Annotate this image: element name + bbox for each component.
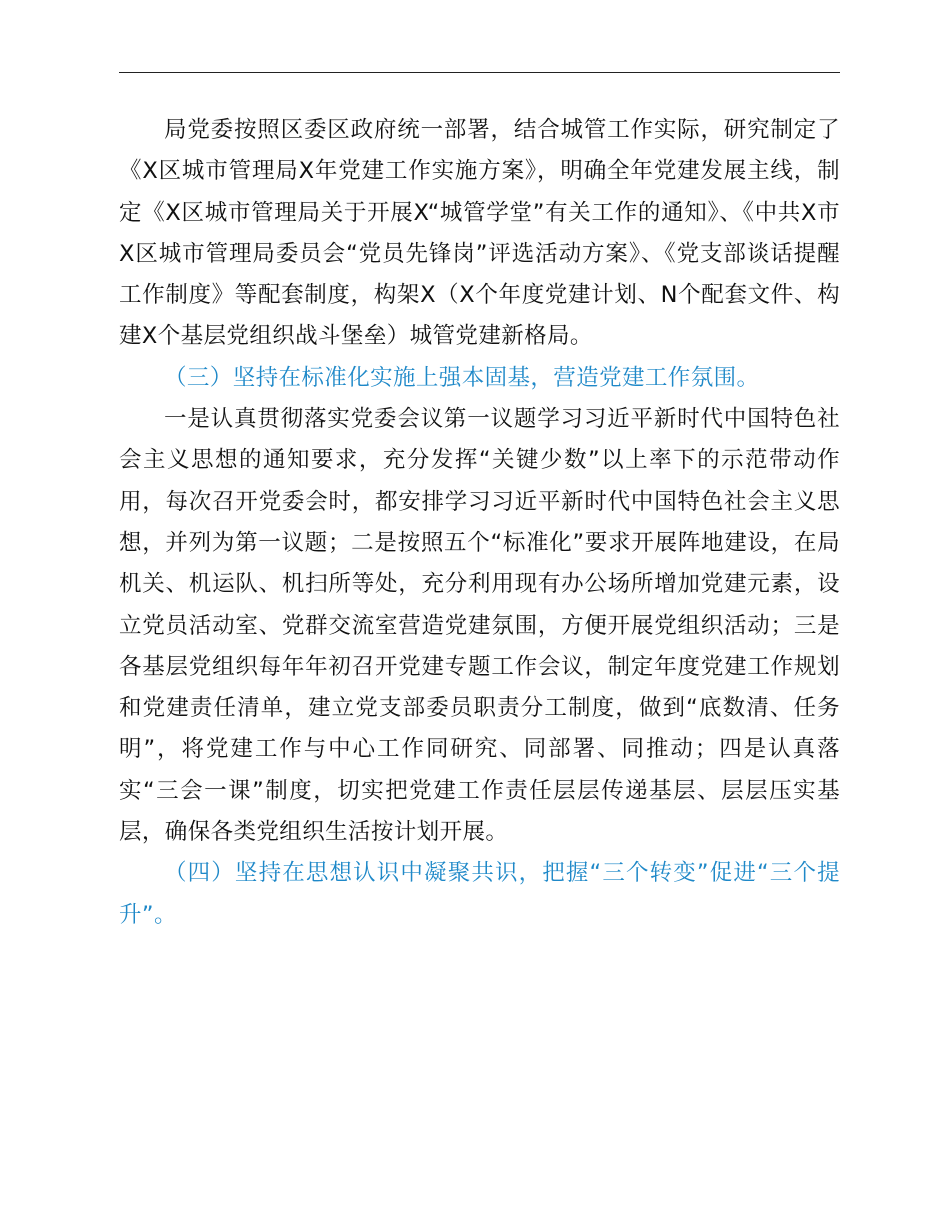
paragraph-policy-documents: 局党委按照区委区政府统一部署，结合城管工作实际，研究制定了《X区城市管理局X年党建工作实施方案》，明确全年党建发展主线，制定《X区城市管理局关于开展X“城管学堂”有关工作的通知》、《中共X市X区城市管理局委员会“党员先锋岗”评选活动方案》、《党支部谈话提醒工作制度》等配套制度，构架X（X个年度党建计划、N个配套文件、构建X个基层党组织战斗堡垒）城管党建新格局。 xyxy=(119,117,840,350)
paragraph-standardization: 一是认真贯彻落实党委会议第一议题学习习近平新时代中国特色社会主义思想的通知要求，充分发挥“关键少数”以上率下的示范带动作用，每次召开党委会时，都安排学习习近平新时代中国特色社会主义思想，并列为第一议题；二是按照五个“标准化”要求开展阵地建设，在局机关、机运队、机扫所等处，充分利用现有办公场所增加党建元素，设立党员活动室、党群交流室营造党建氛围，方便开展党组织活动；三是各基层党组织每年年初召开党建专题工作会议，制定年度党建工作规划和党建责任清单，建立党支部委员职责分工制度，做到“底数清、任务明”，将党建工作与中心工作同研究、同部署、同推动；四是认真落实“三会一课”制度，切实把党建工作责任层层传递基层、层层压实基层，确保各类党组织生活按计划开展。 xyxy=(119,406,840,846)
section-heading-three: （三）坚持在标准化实施上强本固基，营造党建工作氛围。 xyxy=(164,364,760,391)
section-heading-four: （四）坚持在思想认识中凝聚共识，把握“三个转变”促进“三个提升”。 xyxy=(119,860,840,928)
document-body xyxy=(119,110,840,936)
header-rule xyxy=(119,72,840,73)
